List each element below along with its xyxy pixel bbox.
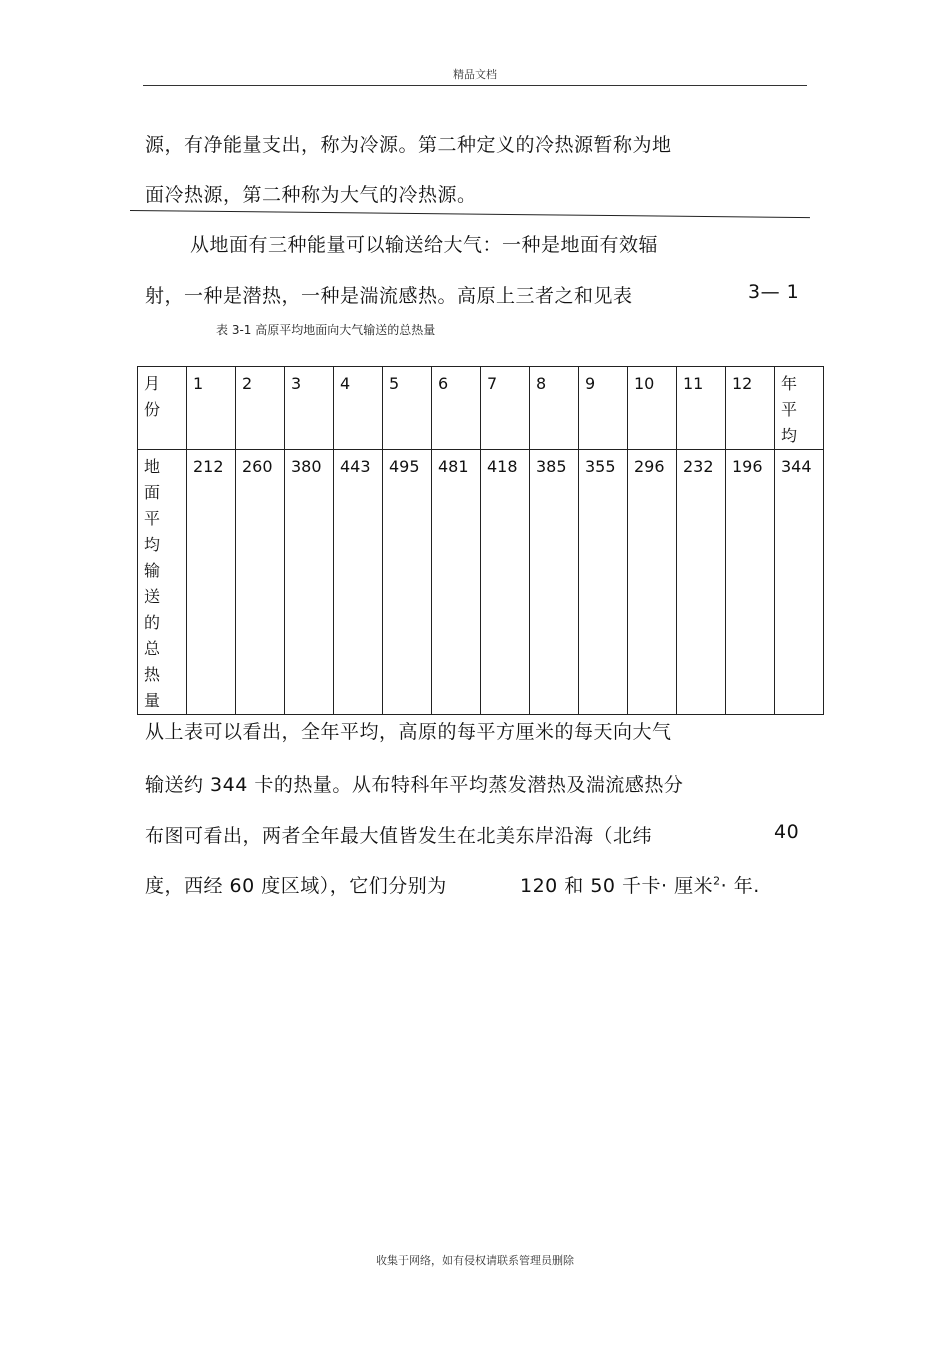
row-label-char: 的 bbox=[144, 613, 161, 632]
para3-line2: 输送约 344 卡的热量。从布特科年平均蒸发潜热及湍流感热分 bbox=[145, 774, 684, 796]
row-label-char: 均 bbox=[144, 535, 161, 554]
divider-rule bbox=[130, 210, 810, 218]
para2-line1: 从地面有三种能量可以输送给大气：一种是地面有效辐 bbox=[190, 234, 659, 256]
value-cell: 212 bbox=[187, 450, 236, 715]
para3-line1: 从上表可以看出，全年平均，高原的每平方厘米的每天向大气 bbox=[145, 721, 672, 743]
header-label-cell bbox=[138, 367, 187, 450]
value-cell: 296 bbox=[628, 450, 677, 715]
page-header: 精品文档 bbox=[453, 68, 497, 81]
row-label-char: 送 bbox=[144, 587, 161, 606]
heat-table bbox=[137, 366, 824, 715]
month-cell: 4 bbox=[334, 367, 383, 450]
annual-label-char: 平 bbox=[781, 400, 798, 419]
row-label-char: 平 bbox=[144, 509, 161, 528]
month-cell: 2 bbox=[236, 367, 285, 450]
row-label-cell bbox=[138, 450, 187, 715]
value-cell: 260 bbox=[236, 450, 285, 715]
para1-line2: 面冷热源，第二种称为大气的冷热源。 bbox=[145, 184, 477, 206]
para2-line2: 射，一种是潜热，一种是湍流感热。高原上三者之和见表 bbox=[145, 285, 633, 307]
para1-line1: 源，有净能量支出，称为冷源。第二种定义的冷热源暂称为地 bbox=[145, 134, 672, 156]
para3-line3-ref: 40 bbox=[774, 821, 800, 843]
value-cell: 481 bbox=[432, 450, 481, 715]
header-rule bbox=[143, 85, 807, 86]
table-caption: 表 3-1 高原平均地面向大气输送的总热量 bbox=[216, 323, 436, 337]
para3-line4-b bbox=[520, 871, 760, 898]
value-cell: 196 bbox=[726, 450, 775, 715]
value-cell: 380 bbox=[285, 450, 334, 715]
value-cell: 385 bbox=[530, 450, 579, 715]
row-label-char: 量 bbox=[144, 691, 161, 710]
month-cell: 8 bbox=[530, 367, 579, 450]
month-cell: 10 bbox=[628, 367, 677, 450]
annual-label-char: 均 bbox=[781, 426, 798, 445]
month-cell: 3 bbox=[285, 367, 334, 450]
month-cell: 5 bbox=[383, 367, 432, 450]
value-cell: 232 bbox=[677, 450, 726, 715]
para3-line4-a: 度，西经 60 度区域），它们分别为 bbox=[145, 875, 447, 897]
value-cell: 443 bbox=[334, 450, 383, 715]
value-cell: 495 bbox=[383, 450, 432, 715]
header-label-char: 份 bbox=[144, 400, 161, 419]
value-cell: 355 bbox=[579, 450, 628, 715]
superscript-2: 2 bbox=[713, 874, 721, 888]
annual-value-cell: 344 bbox=[775, 450, 824, 715]
month-cell: 7 bbox=[481, 367, 530, 450]
month-cell: 9 bbox=[579, 367, 628, 450]
month-cell: 1 bbox=[187, 367, 236, 450]
annual-label-cell bbox=[775, 367, 824, 450]
month-cell: 11 bbox=[677, 367, 726, 450]
annual-label-char: 年 bbox=[781, 374, 798, 393]
row-label-char: 热 bbox=[144, 665, 161, 684]
para3-line4-c-text: · 年. bbox=[720, 875, 760, 897]
para3-line3: 布图可看出，两者全年最大值皆发生在北美东岸沿海（北纬 bbox=[145, 825, 653, 847]
table-data-row bbox=[138, 450, 824, 715]
month-cell: 6 bbox=[432, 367, 481, 450]
header-label-char: 月 bbox=[144, 374, 161, 393]
row-label-char: 总 bbox=[144, 639, 161, 658]
month-cell: 12 bbox=[726, 367, 775, 450]
value-cell: 418 bbox=[481, 450, 530, 715]
row-label-char: 输 bbox=[144, 561, 161, 580]
table-header-row bbox=[138, 367, 824, 450]
para3-line4-b-text: 120 和 50 千卡· 厘米 bbox=[520, 875, 714, 897]
row-label-char: 地 bbox=[144, 457, 161, 476]
para2-line2-ref: 3— 1 bbox=[748, 281, 800, 303]
row-label-char: 面 bbox=[144, 483, 161, 502]
page-footer: 收集于网络，如有侵权请联系管理员删除 bbox=[376, 1254, 574, 1267]
